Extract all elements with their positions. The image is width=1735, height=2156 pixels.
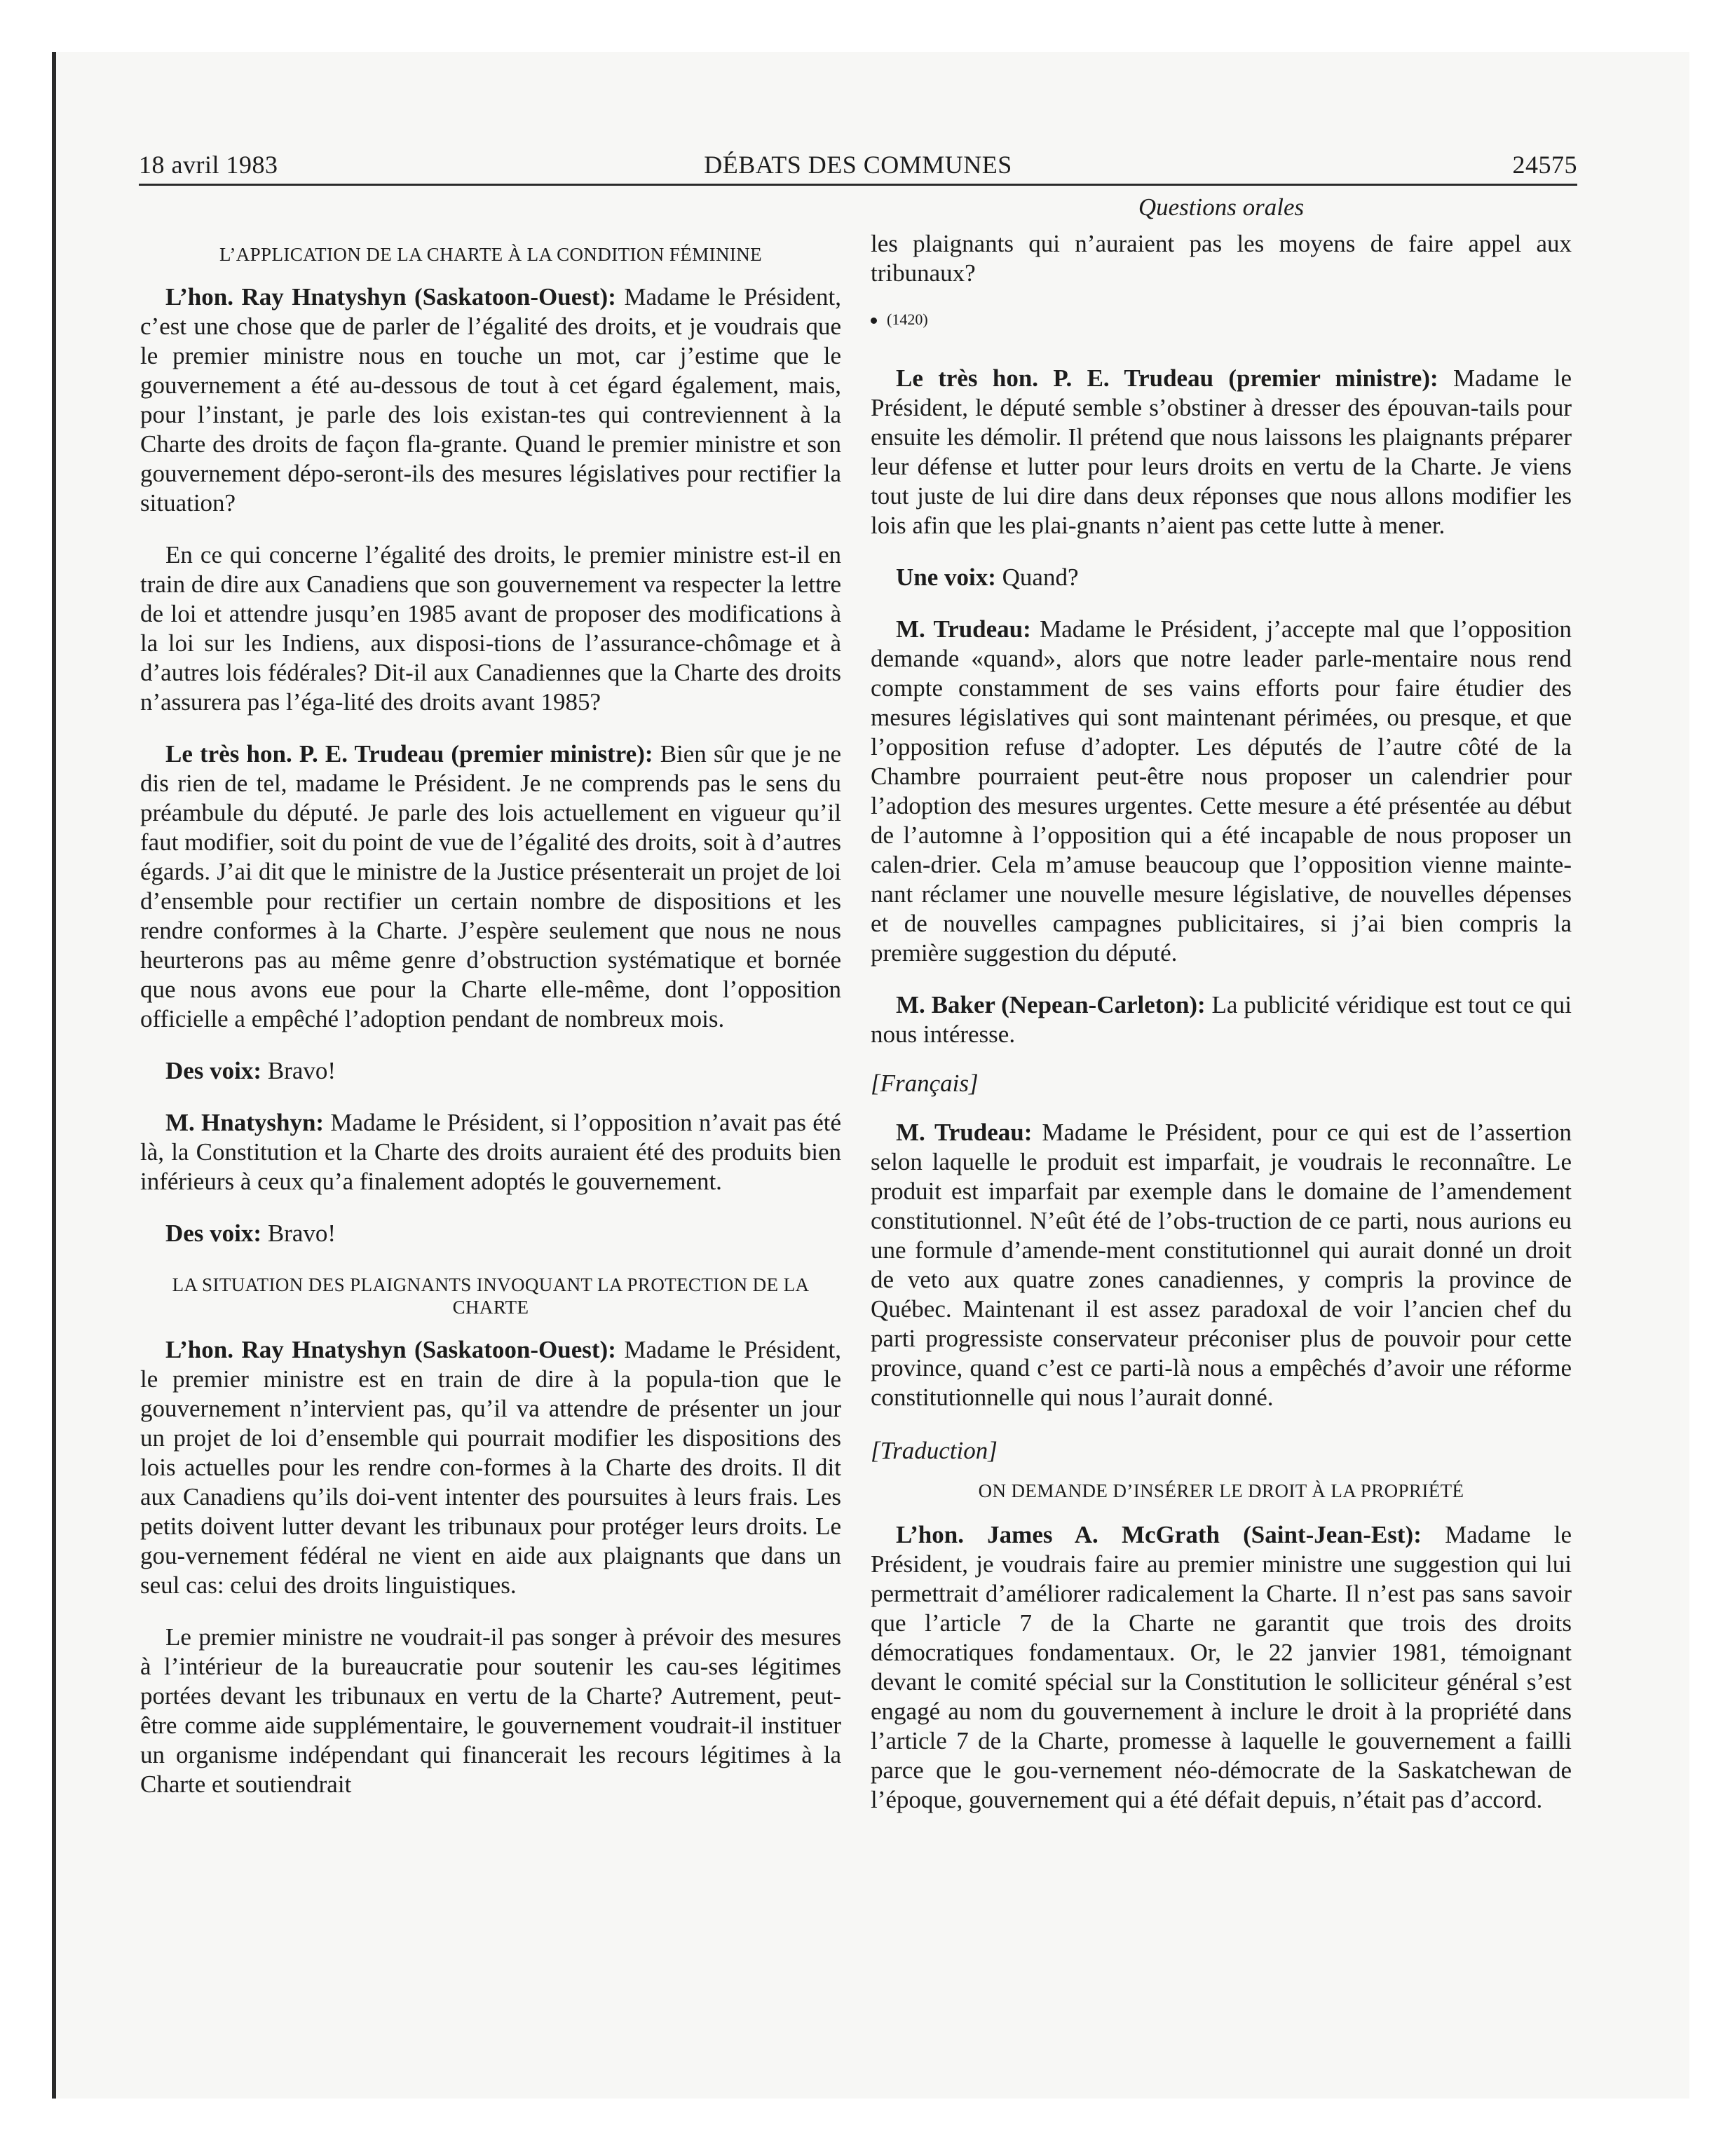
speech-text: Bravo! xyxy=(267,1220,336,1247)
bullet-icon xyxy=(871,318,877,324)
speaker-name: Des voix: xyxy=(165,1057,262,1084)
section-heading: ON DEMANDE D’INSÉRER LE DROIT À LA PROPRIÉTÉ xyxy=(978,1480,1464,1501)
left-column xyxy=(140,193,841,1799)
speech-text: Madame le Président, je voudrais faire au premier ministre une suggestion qui lui permettrait d’améliorer radicalement la Charte. Il n’est pas sans savoir que l’article 7 de la Charte ne garantit que trois des droits démocratiques fondamentaux. Or, le 22 janvier 1981, témoignant devant le comité spécial sur la Constitution le solliciteur général s’est engagé au nom du gouvernement à inclure le droit à la propriété dans l’article 7 de la Charte, promesse à laquelle le gouvernement a failli parce que le gou-vernement néo-démocrate de la Saskatchewan de l’époque, gouvernement qui a été défait depuis, n’était pas d’accord. xyxy=(871,1521,1572,1813)
speaker-name: M. Trudeau: xyxy=(896,615,1031,643)
speaker-name: L’hon. James A. McGrath (Saint-Jean-Est): xyxy=(896,1521,1422,1548)
speech-paragraph xyxy=(140,282,841,518)
section-heading: L’APPLICATION DE LA CHARTE À LA CONDITION FÉMININE xyxy=(219,244,763,265)
speaker-name: Le très hon. P. E. Trudeau (premier ministre): xyxy=(896,364,1438,392)
right-column xyxy=(871,193,1572,1815)
speech-paragraph xyxy=(140,1108,841,1196)
speech-paragraph xyxy=(871,1118,1572,1412)
speech-paragraph xyxy=(871,563,1572,592)
header-title: DÉBATS DES COMMUNES xyxy=(704,151,1012,179)
section-heading: LA SITUATION DES PLAIGNANTS INVOQUANT LA PROTECTION DE LA CHARTE xyxy=(172,1274,810,1318)
speech-text: Madame le Président, j’accepte mal que l’opposition demande «quand», alors que notre leader parle-mentaire nous rend compte constamment de ses vains efforts pour faire étudier des mesures législatives qui sont maintenant périmées, ou presque, et que l’opposition refuse d’adopter. Les députés de l’autre côté de la Chambre pourraient peut-être nous proposer un calendrier pour l’adoption des mesures urgentes. Cette mesure a été présentée au début de l’automne à l’opposition qui a été incapable de nous proposer un calen-drier. Cela m’amuse beaucoup que l’opposition vienne mainte-nant réclamer une nouvelle mesure législative, de nouvelles dépenses et de nouvelles campagnes publicitaires, si j’ai bien compris la première suggestion du député. xyxy=(871,615,1572,967)
speech-paragraph xyxy=(140,1219,841,1248)
header-date: 18 avril 1983 xyxy=(139,151,278,179)
speech-paragraph xyxy=(140,739,841,1034)
speech-text: Madame le Président, si l’opposition n’avait pas été là, la Constitution et la Charte des droits auraient été des produits bien inférieurs à ceux qu’a finalement adoptés le gouvernement. xyxy=(140,1109,842,1195)
speech-text: Madame le Président, pour ce qui est de l’assertion selon laquelle le produit est imparfait, je voudrais le reconnaître. Le produit est imparfait par exemple dans le domaine de l’amendement constitutionnel. N’eût été de l’obs-truction de ce parti, nous aurions eu une formule d’amende-ment constitutionnel qui aurait donné un droit de veto aux quatre zones canadiennes, y compris la province de Québec. Maintenant il est assez paradoxal de voir l’ancien chef du parti progressiste conservateur préconiser plus de pouvoir pour cette province, quand c’est ce parti-là nous a empêchés d’avoir une réforme constitutionnelle qui nous l’aurait donné. xyxy=(871,1119,1572,1411)
paragraph-continuation: les plaignants qui n’auraient pas les moyens de faire appel aux tribunaux? xyxy=(871,230,1572,287)
speech-paragraph xyxy=(140,1335,841,1600)
binding-edge xyxy=(52,52,56,2099)
paragraph: En ce qui concerne l’égalité des droits, le premier ministre est-il en train de dire aux Canadiens que son gouvernement va respecter la lettre de loi et attendre jusqu’en 1985 avant de proposer des modifications à la loi sur les Indiens, aux disposi-tions de l’assurance-chômage et à d’autres lois fédérales? Dit-il aux Canadiennes que la Charte des droits n’assurera pas l’éga-lité des droits avant 1985? xyxy=(140,541,842,716)
speaker-name: Des voix: xyxy=(165,1220,262,1247)
speaker-name: L’hon. Ray Hnatyshyn (Saskatoon-Ouest): xyxy=(165,283,616,311)
time-marker xyxy=(871,309,1572,330)
speech-text: Bien sûr que je ne dis rien de tel, madame le Président. Je ne comprends pas le sens du préambule du député. Je parle des lois actuellement en vigueur qu’il faut modifier, soit du point de vue de l’égalité des droits, soit à d’autres égards. J’ai dit que le ministre de la Justice présenterait un projet de loi d’ensemble pour rectifier un certain nombre de dispositions et les rendre conformes à la Charte. J’espère seulement que nous ne nous heurterons pas au même genre d’obstruction systématique et bornée que nous avons eue pour la Charte elle-même, dont l’opposition officielle a empêché l’adoption pendant de nombreux mois. xyxy=(140,740,841,1032)
speech-paragraph xyxy=(871,615,1572,968)
speech-text: Madame le Président, le premier ministre est en train de dire à la popula-tion que le gouvernement n’intervient pas, qu’il va attendre de présenter un jour un projet de loi d’ensemble qui pourrait modifier les dispositions des lois actuelles pour les rendre con-formes à la Charte des droits. Il dit aux Canadiens qu’ils doi-vent intenter des poursuites à leurs frais. Les petits doivent lutter devant les tribunaux pour protéger leurs droits. Le gou-vernement fédéral ne vient en aide aux plaignants que dans un seul cas: celui des droits linguistiques. xyxy=(140,1336,842,1599)
time-marker-text: (1420) xyxy=(887,311,928,328)
speaker-name: Le très hon. P. E. Trudeau (premier ministre): xyxy=(165,740,653,767)
speech-text: Bravo! xyxy=(267,1057,336,1084)
speaker-name: L’hon. Ray Hnatyshyn (Saskatoon-Ouest): xyxy=(165,1336,616,1363)
speaker-name: M. Hnatyshyn: xyxy=(165,1109,325,1136)
speech-text: Madame le Président, le député semble s’obstiner à dresser des épouvan-tails pour ensuite les démolir. Il prétend que nous laissons les plaignants préparer leur défense et lutter pour leurs droits en vertu de la Charte. Je viens tout juste de lui dire dans deux réponses que nous allons modifier les lois afin que les plai-gnants n’aient pas cette lutte à mener. xyxy=(871,364,1572,539)
language-tag: [Traduction] xyxy=(871,1437,998,1464)
speech-paragraph xyxy=(140,1056,841,1086)
speech-text: Madame le Président, c’est une chose que de parler de l’égalité des droits, et je voudrais que le premier ministre nous en touche un mot, car j’estime que le gouvernement a été au-dessous de tout à cet égard également, mais, pour l’instant, je parle des lois existan-tes qui contreviennent à la Charte des droits de façon fla-grante. Quand le premier ministre et son gouvernement dépo-seront-ils des mesures législatives pour rectifier la situation? xyxy=(140,283,842,517)
speech-paragraph xyxy=(871,364,1572,540)
section-label: Questions orales xyxy=(1138,193,1305,221)
header-page-number: 24575 xyxy=(1512,151,1577,179)
speaker-name: Une voix: xyxy=(896,564,996,591)
speech-text: Quand? xyxy=(1002,564,1079,591)
speaker-name: M. Baker (Nepean-Carleton): xyxy=(896,991,1206,1018)
language-tag: [Français] xyxy=(871,1070,979,1097)
speech-paragraph xyxy=(871,990,1572,1049)
paragraph: Le premier ministre ne voudrait-il pas songer à prévoir des mesures à l’intérieur de la bureaucratie pour soutenir les cau-ses légitimes portées devant les tribunaux en vertu de la Charte? Autrement, peut-être comme aide supplémentaire, le gouvernement voudrait-il instituer un organisme indépendant qui financerait les recours légitimes à la Charte et soutiendrait xyxy=(140,1623,841,1798)
speaker-name: M. Trudeau: xyxy=(896,1119,1033,1146)
speech-paragraph xyxy=(871,1520,1572,1815)
speech-text: La publicité véridique est tout ce qui nous intéresse. xyxy=(871,991,1572,1048)
running-head xyxy=(139,147,1577,186)
